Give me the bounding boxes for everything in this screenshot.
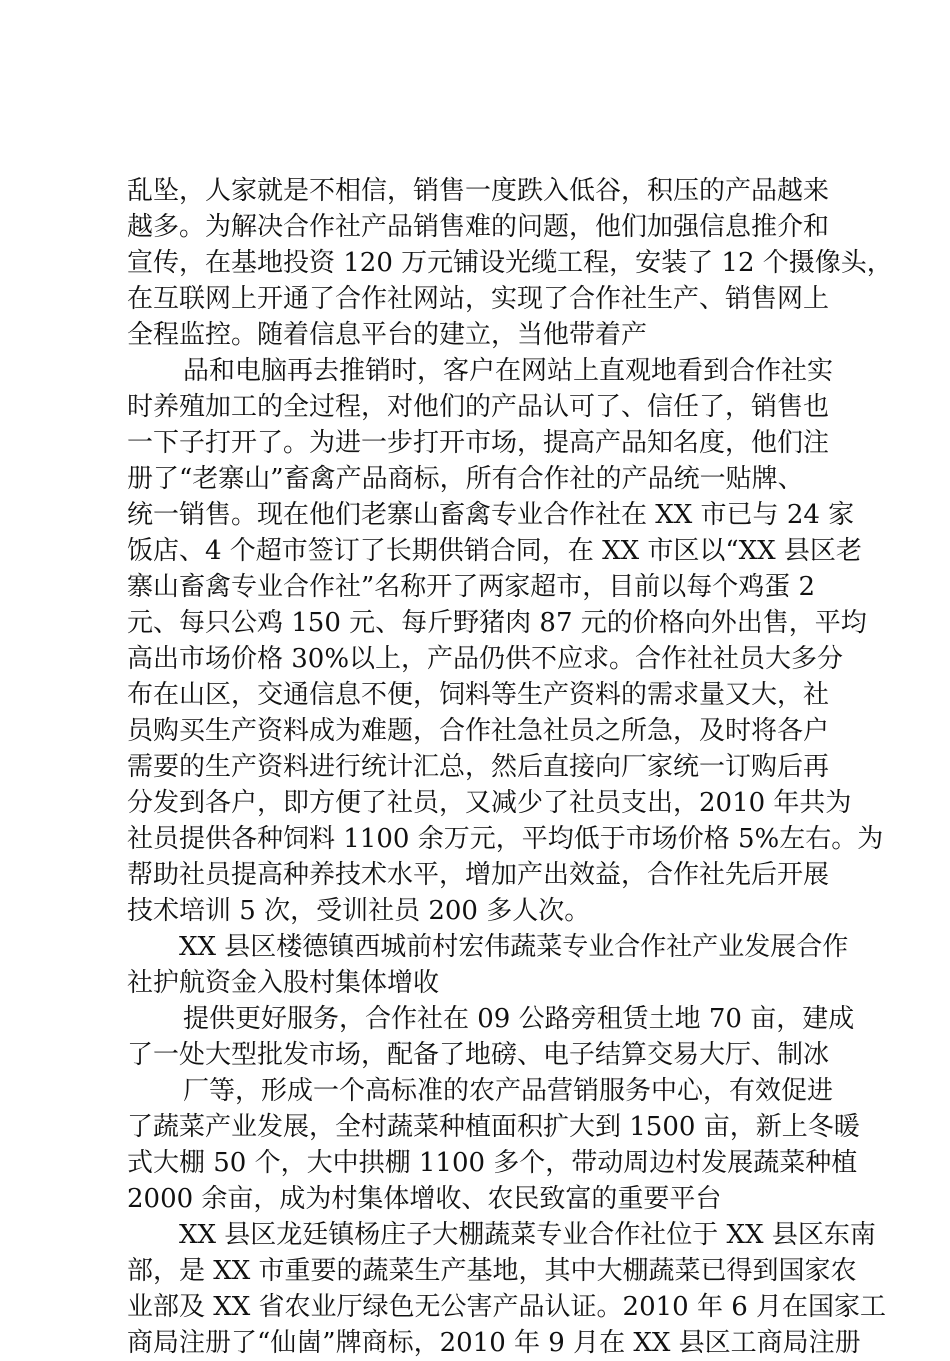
section-heading-line: 社护航资金入股村集体增收 bbox=[127, 968, 440, 998]
section-heading-line: XX 县区楼德镇西城前村宏伟蔬菜专业合作社产业发展合作 bbox=[179, 932, 849, 962]
text-line: 布在山区，交通信息不便，饲料等生产资料的需求量又大，社 bbox=[127, 680, 830, 710]
text-line: 部，是 XX 市重要的蔬菜生产基地，其中大棚蔬菜已得到国家农 bbox=[127, 1256, 857, 1286]
text-line: 越多。为解决合作社产品销售难的问题，他们加强信息推介和 bbox=[127, 212, 830, 242]
text-line: 商局注册了“仙崮”牌商标，2010 年 9 月在 XX 县区工商局注册 bbox=[127, 1328, 861, 1358]
text-line: 品和电脑再去推销时，客户在网站上直观地看到合作社实 bbox=[183, 356, 834, 386]
text-line: 技术培训 5 次，受训社员 200 多人次。 bbox=[127, 896, 591, 926]
text-line: 元、每只公鸡 150 元、每斤野猪肉 87 元的价格向外出售，平均 bbox=[127, 608, 867, 638]
text-line: 时养殖加工的全过程，对他们的产品认可了、信任了，销售也 bbox=[127, 392, 830, 422]
text-line: 2000 余亩，成为村集体增收、农民致富的重要平台 bbox=[127, 1184, 722, 1214]
text-line: 员购买生产资料成为难题，合作社急社员之所急，及时将各户 bbox=[127, 716, 830, 746]
text-line: 一下子打开了。为进一步打开市场，提高产品知名度，他们注 bbox=[127, 428, 830, 458]
text-line: 册了“老寨山”畜禽产品商标，所有合作社的产品统一贴牌、 bbox=[127, 464, 804, 494]
text-line: 乱坠，人家就是不相信，销售一度跌入低谷，积压的产品越来 bbox=[127, 176, 830, 206]
text-line: 全程监控。随着信息平台的建立，当他带着产 bbox=[127, 320, 648, 350]
text-line: 分发到各户，即方便了社员，又减少了社员支出，2010 年共为 bbox=[127, 788, 852, 818]
text-line: 业部及 XX 省农业厅绿色无公害产品认证。2010 年 6 月在国家工 bbox=[127, 1292, 887, 1322]
text-line: 在互联网上开通了合作社网站，实现了合作社生产、销售网上 bbox=[127, 284, 830, 314]
text-line: 寨山畜禽专业合作社”名称开了两家超市，目前以每个鸡蛋 2 bbox=[127, 572, 816, 602]
text-line: 帮助社员提高种养技术水平，增加产出效益，合作社先后开展 bbox=[127, 860, 830, 890]
text-line: XX 县区龙廷镇杨庄子大棚蔬菜专业合作社位于 XX 县区东南 bbox=[179, 1220, 876, 1250]
text-line: 了一处大型批发市场，配备了地磅、电子结算交易大厅、制冰 bbox=[127, 1040, 830, 1070]
text-line: 社员提供各种饲料 1100 余万元，平均低于市场价格 5%左右。为 bbox=[127, 824, 884, 854]
text-line: 需要的生产资料进行统计汇总，然后直接向厂家统一订购后再 bbox=[127, 752, 830, 782]
text-line: 饭店、4 个超市签订了长期供销合同，在 XX 市区以“XX 县区老 bbox=[127, 536, 862, 566]
text-line: 式大棚 50 个，大中拱棚 1100 多个，带动周边村发展蔬菜种植 bbox=[127, 1148, 858, 1178]
document-body bbox=[127, 173, 893, 1361]
text-line: 提供更好服务，合作社在 09 公路旁租赁土地 70 亩，建成 bbox=[183, 1004, 855, 1034]
text-line: 统一销售。现在他们老寨山畜禽专业合作社在 XX 市已与 24 家 bbox=[127, 500, 855, 530]
text-line: 高出市场价格 30%以上，产品仍供不应求。合作社社员大多分 bbox=[127, 644, 844, 674]
text-line: 了蔬菜产业发展，全村蔬菜种植面积扩大到 1500 亩，新上冬暖 bbox=[127, 1112, 860, 1142]
text-line: 厂等，形成一个高标准的农产品营销服务中心，有效促进 bbox=[183, 1076, 834, 1106]
text-line: 宣传，在基地投资 120 万元铺设光缆工程，安装了 12 个摄像头， bbox=[127, 248, 893, 278]
